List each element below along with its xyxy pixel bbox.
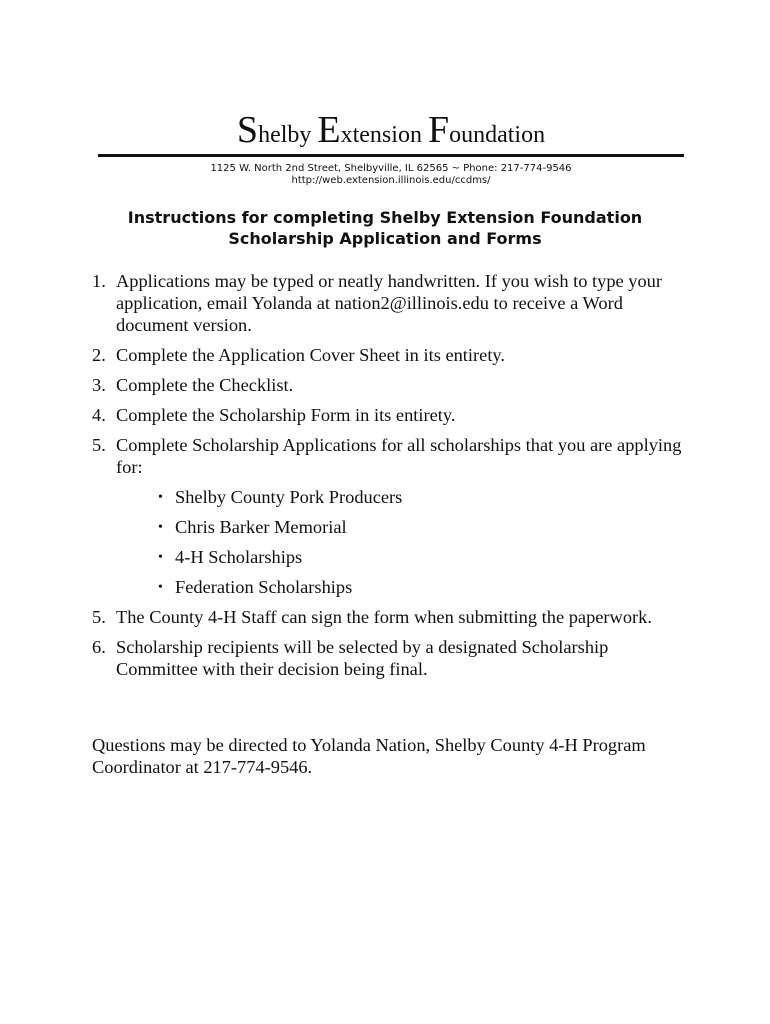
title-word-shelby: helby xyxy=(258,122,312,148)
scholarship-name: Federation Scholarships xyxy=(175,577,353,597)
instructions-heading xyxy=(60,207,710,249)
header-divider xyxy=(98,154,684,157)
instruction-text: Complete the Application Cover Sheet in its entirety. xyxy=(116,345,506,365)
scholarship-name: Shelby County Pork Producers xyxy=(175,487,403,507)
scholarship-item xyxy=(116,516,692,538)
heading-line-1: Instructions for completing Shelby Extension Foundation xyxy=(127,208,643,227)
instruction-list xyxy=(92,270,692,688)
scholarship-item xyxy=(116,546,692,568)
foundation-title xyxy=(98,110,684,155)
bullet-icon: • xyxy=(158,580,163,595)
instruction-text: Applications may be typed or neatly handwritten. If you wish to type your application, email Yolanda at nation2@illinois.edu to receive a Word document version. xyxy=(116,271,662,335)
bullet-icon: • xyxy=(158,520,163,535)
instruction-item-5 xyxy=(92,434,692,598)
instruction-item-1 xyxy=(92,270,692,336)
instruction-text: Scholarship recipients will be selected by a designated Scholarship Committee with their decision being final. xyxy=(116,637,609,679)
title-initial-e: E xyxy=(317,109,341,151)
instruction-number: 1. xyxy=(92,271,106,291)
instruction-text: The County 4-H Staff can sign the form when submitting the paperwork. xyxy=(116,607,652,627)
title-initial-f: F xyxy=(427,109,450,151)
scholarship-name: 4-H Scholarships xyxy=(175,547,303,567)
instruction-item-3 xyxy=(92,374,692,396)
instruction-item-7 xyxy=(92,636,692,680)
website-url: http://web.extension.illinois.edu/ccdms/ xyxy=(291,175,491,186)
heading-line-2: Scholarship Application and Forms xyxy=(228,229,542,248)
scholarship-name: Chris Barker Memorial xyxy=(175,517,347,537)
title-word-extension: xtension xyxy=(340,122,422,148)
address-block xyxy=(98,163,684,187)
closing-paragraph: Questions may be directed to Yolanda Nation, Shelby County 4-H Program Coordinator at 217-774-9546. xyxy=(92,735,646,777)
address-line: 1125 W. North 2nd Street, Shelbyville, IL 62565 ~ Phone: 217-774-9546 xyxy=(210,163,572,174)
instruction-number: 2. xyxy=(92,345,106,365)
bullet-icon: • xyxy=(158,490,163,505)
instruction-number: 5. xyxy=(92,435,106,455)
instruction-text: Complete the Checklist. xyxy=(116,375,294,395)
scholarship-item xyxy=(116,486,692,508)
instruction-number: 5. xyxy=(92,607,106,627)
instruction-number: 6. xyxy=(92,637,106,657)
instruction-text: Complete Scholarship Applications for all scholarships that you are applying for: xyxy=(116,435,682,477)
instruction-item-4 xyxy=(92,404,692,426)
instruction-item-2 xyxy=(92,344,692,366)
instruction-number: 4. xyxy=(92,405,106,425)
bullet-icon: • xyxy=(158,550,163,565)
instruction-item-6 xyxy=(92,606,692,628)
scholarship-item xyxy=(116,576,692,598)
title-word-foundation: oundation xyxy=(449,122,546,148)
instruction-number: 3. xyxy=(92,375,106,395)
scholarship-list xyxy=(116,486,692,598)
instruction-text: Complete the Scholarship Form in its entirety. xyxy=(116,405,456,425)
title-initial-s: S xyxy=(236,109,259,151)
